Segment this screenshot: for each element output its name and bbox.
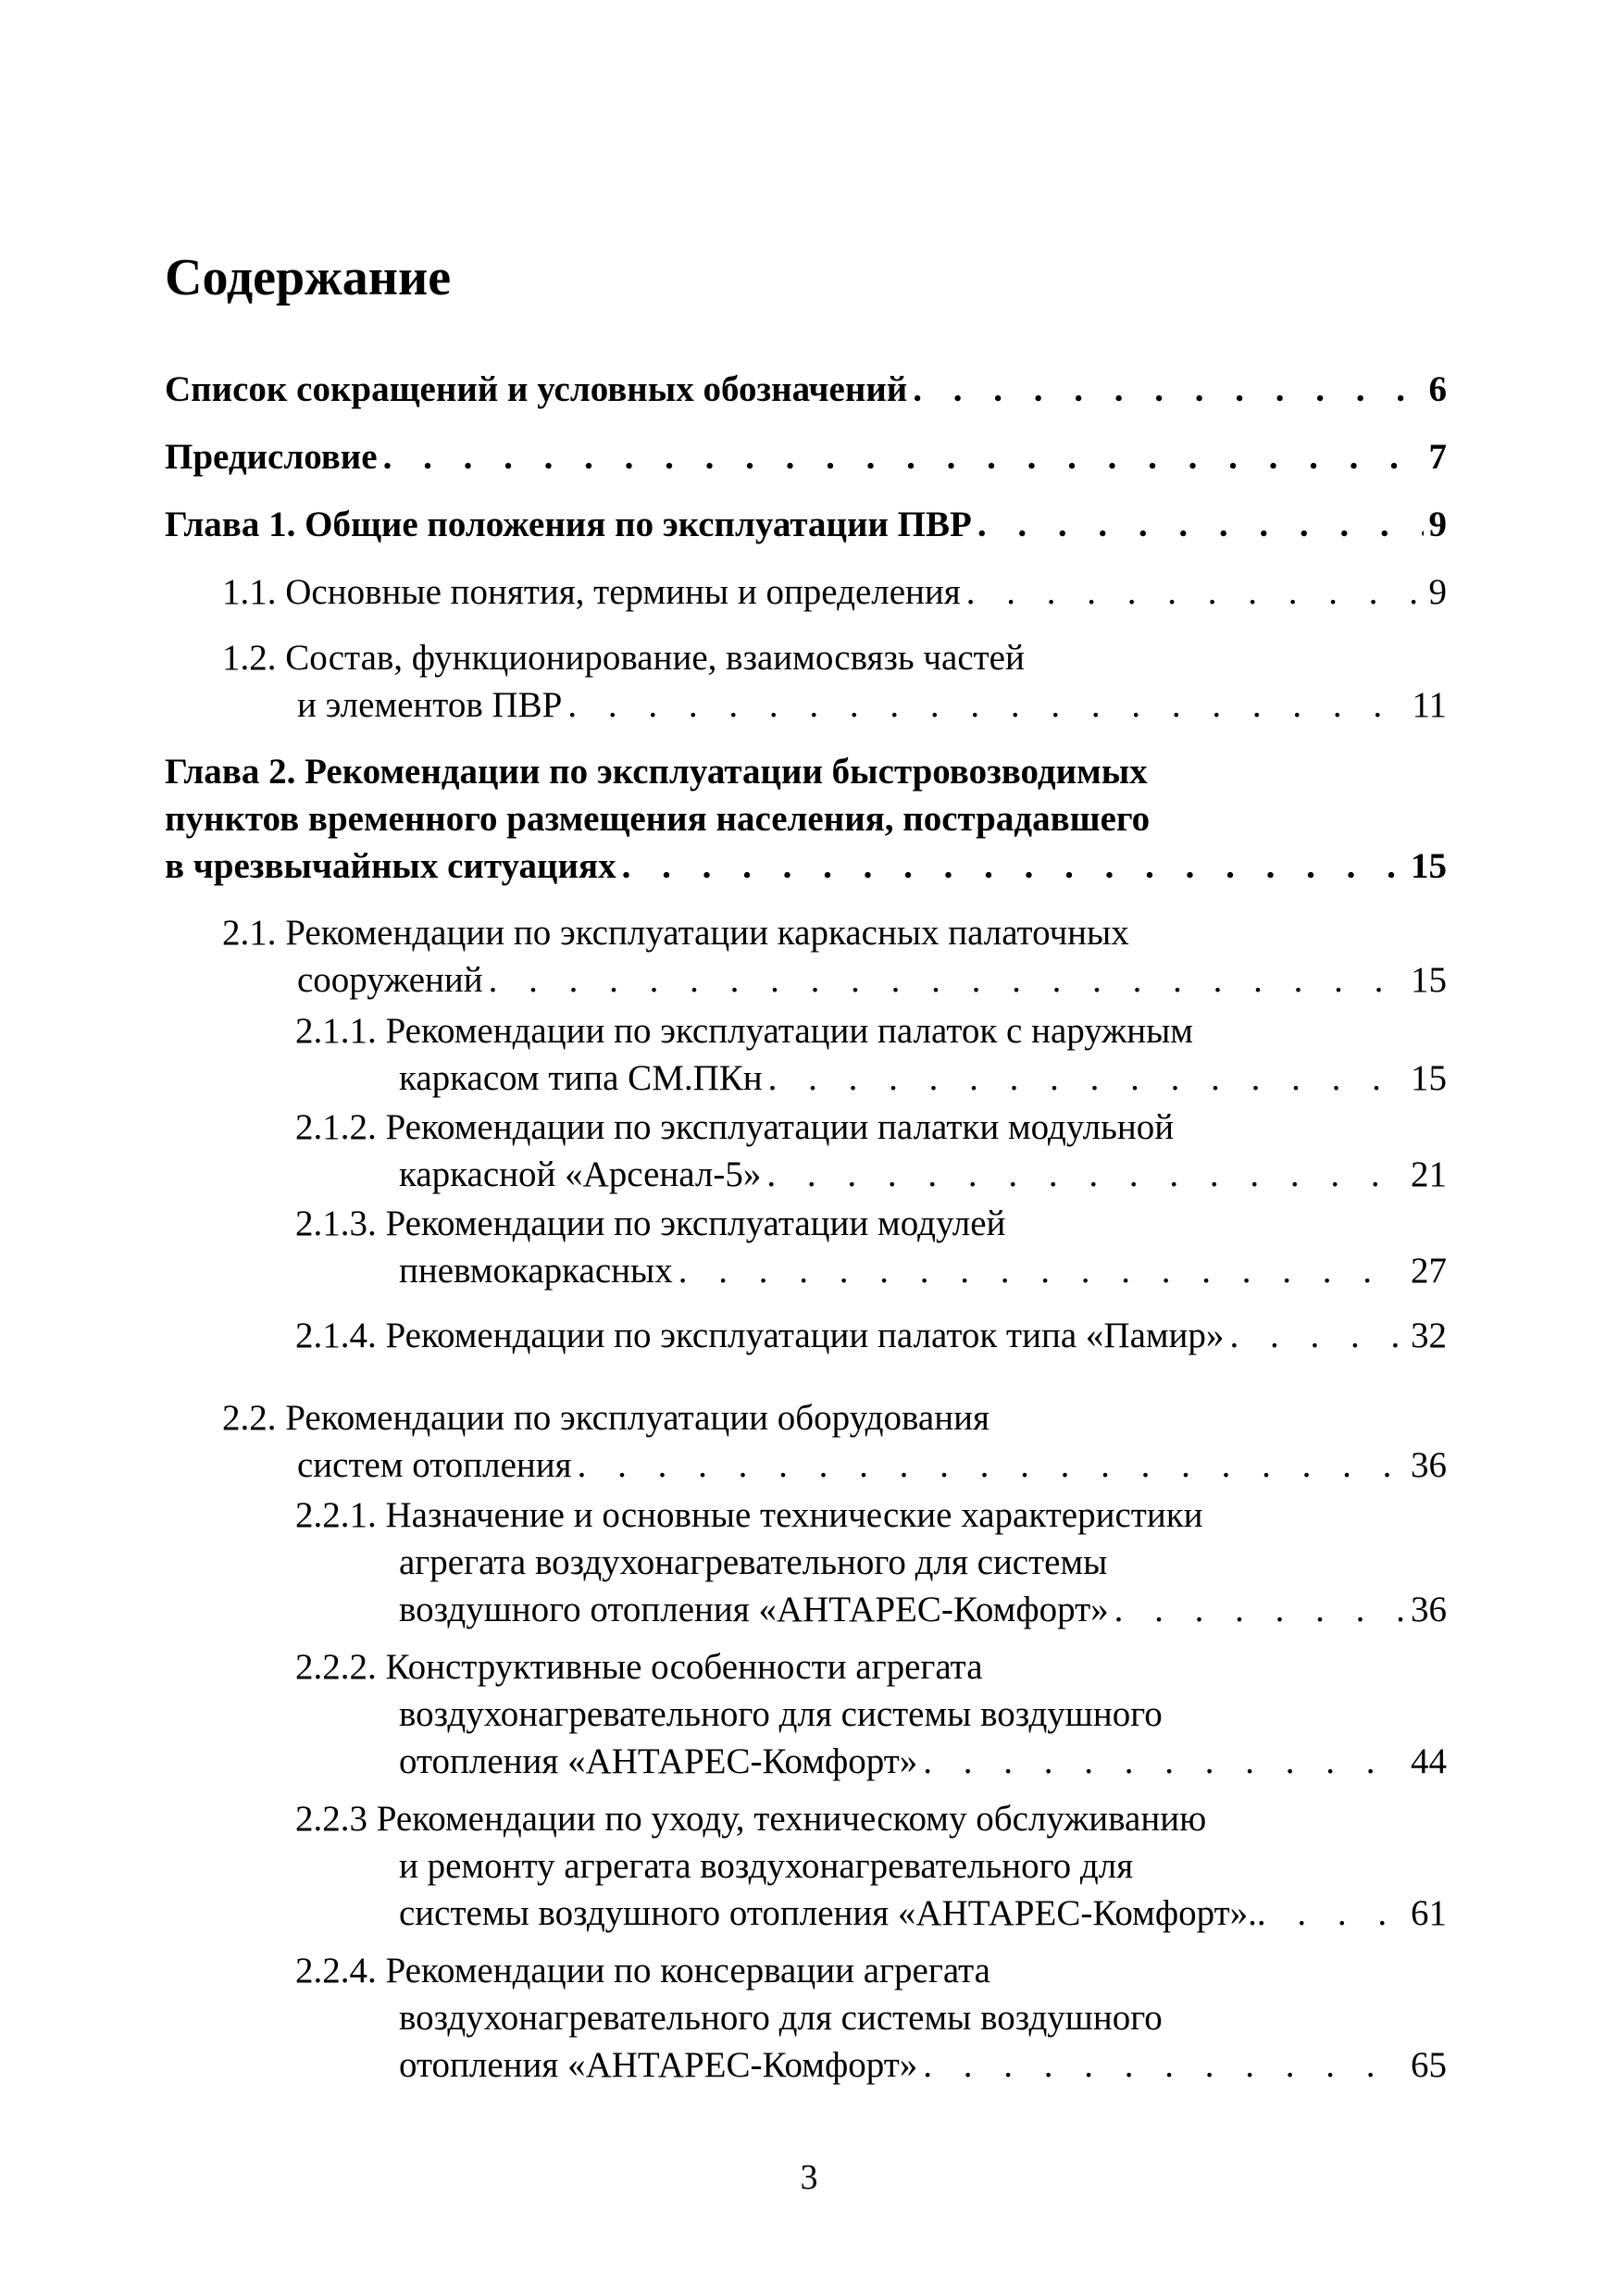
toc-entry-title-line: сооружений <box>297 960 483 1000</box>
toc-entry-title: 1.1. Основные понятия, термины и определения <box>222 572 961 612</box>
toc-entry-title-line: и ремонту агрегата воздухонагревательного для <box>399 1846 1134 1886</box>
toc-page-number: 15 <box>1411 846 1447 886</box>
toc-entry-chapter-1[interactable] <box>165 501 1447 548</box>
dot-leader <box>578 1441 1405 1489</box>
toc-page-number: 61 <box>1411 1893 1447 1933</box>
dot-leader <box>567 681 1406 729</box>
toc-entry-section-2-1-1[interactable] <box>295 1007 1447 1102</box>
toc-entry-title-line: пневмокаркасных <box>399 1251 673 1291</box>
toc-page-number: 15 <box>1411 1058 1447 1098</box>
toc-page-number: 9 <box>1428 572 1447 612</box>
toc-page-number: 11 <box>1412 685 1447 725</box>
toc-entry-title: 2.1.4. Рекомендации по эксплуатации палаток типа «Памир» <box>295 1316 1225 1355</box>
dot-leader <box>966 568 1424 616</box>
toc-entry-section-2-1-3[interactable] <box>295 1200 1447 1294</box>
toc-entry-title-line: системы воздушного отопления «АНТАРЕС-Комфорт». <box>399 1893 1257 1933</box>
toc-entry-title: Список сокращений и условных обозначений <box>165 369 908 409</box>
dot-leader <box>766 1151 1405 1198</box>
toc-entry-title-line: отопления «АНТАРЕС-Комфорт» <box>399 1741 918 1781</box>
dot-leader <box>1229 1312 1405 1359</box>
toc-entry-section-2-1-4[interactable] <box>295 1312 1447 1359</box>
toc-entry-section-2-2-3[interactable] <box>295 1795 1447 1937</box>
toc-entry-title-line: каркасной «Арсенал-5» <box>399 1154 762 1194</box>
toc-page-number: 27 <box>1411 1251 1447 1291</box>
toc-entry-title: Глава 1. Общие положения по эксплуатации ПВР <box>165 505 972 544</box>
toc-entry-title-line: 2.2.3 Рекомендации по уходу, техническому обслуживанию <box>295 1799 1207 1839</box>
toc-page-number: 36 <box>1411 1590 1447 1629</box>
toc-entry-title-line: 2.2. Рекомендации по эксплуатации оборудования <box>222 1398 989 1438</box>
toc-entry-title-line: воздухонагревательного для системы воздушного <box>399 1998 1163 2038</box>
toc-entry-preface[interactable] <box>165 433 1447 480</box>
dot-leader <box>977 501 1424 548</box>
toc-entry-chapter-2[interactable] <box>165 748 1447 890</box>
toc-entry-section-2-2-1[interactable] <box>295 1491 1447 1633</box>
toc-page-number: 21 <box>1411 1154 1447 1194</box>
toc-page-number: 32 <box>1411 1316 1447 1355</box>
toc-entry-title-line: 2.1. Рекомендации по эксплуатации каркасных палаточных <box>222 913 1129 953</box>
toc-entry-title-line: пунктов временного размещения населения, пострадавшего <box>165 799 1151 839</box>
page-number: 3 <box>800 2158 818 2197</box>
toc-entry-section-2-2-4[interactable] <box>295 1947 1447 2089</box>
toc-entry-section-1-1[interactable] <box>222 568 1447 616</box>
toc-page-number: 36 <box>1411 1445 1447 1485</box>
toc-entry-title-line: отопления «АНТАРЕС-Комфорт» <box>399 2045 918 2085</box>
toc-page-number: 15 <box>1411 960 1447 1000</box>
toc-entry-title-line: Глава 2. Рекомендации по эксплуатации быстровозводимых <box>165 752 1148 792</box>
dot-leader <box>489 956 1405 1004</box>
toc-entry-title-line: агрегата воздухонагревательного для системы <box>399 1542 1108 1582</box>
dot-leader <box>1257 1890 1401 1937</box>
toc-page-number: 7 <box>1428 437 1447 477</box>
toc-entry-title-line: 2.1.1. Рекомендации по эксплуатации палаток с наружным <box>295 1011 1193 1051</box>
toc-entry-title-line: и элементов ПВР <box>297 685 563 725</box>
toc-entry-title-line: 2.2.4. Рекомендации по консервации агрегата <box>295 1951 990 1990</box>
dot-leader <box>1114 1586 1405 1633</box>
dot-leader <box>913 366 1423 413</box>
dot-leader <box>678 1247 1405 1294</box>
toc-entry-title-line: систем отопления <box>297 1445 572 1485</box>
toc-entry-title-line: каркасом типа СМ.ПКн <box>399 1058 763 1098</box>
toc-page-number: 65 <box>1411 2045 1447 2085</box>
toc-entry-section-2-1-2[interactable] <box>295 1104 1447 1198</box>
toc-page-number: 44 <box>1411 1741 1447 1781</box>
toc-entry-title-line: 2.1.3. Рекомендации по эксплуатации модулей <box>295 1204 1006 1243</box>
toc-entry-section-2-2[interactable] <box>222 1394 1447 1489</box>
toc-entry-title-line: в чрезвычайных ситуациях <box>165 846 616 886</box>
dot-leader <box>383 433 1424 480</box>
toc-entry-title: Предисловие <box>165 437 378 477</box>
toc-page-number: 6 <box>1428 369 1447 409</box>
toc-entry-section-2-1[interactable] <box>222 909 1447 1004</box>
toc-entry-title-line: воздухонагревательного для системы воздушного <box>399 1694 1163 1734</box>
dot-leader <box>622 842 1405 890</box>
toc-entry-abbreviations[interactable] <box>165 366 1447 413</box>
dot-leader <box>923 1738 1405 1785</box>
toc-page-number: 9 <box>1428 505 1447 544</box>
toc-entry-section-2-2-2[interactable] <box>295 1643 1447 1785</box>
toc-entry-section-1-2[interactable] <box>222 634 1447 729</box>
page-title: Содержание <box>165 249 452 306</box>
toc-entry-title-line: 2.2.1. Назначение и основные технические характеристики <box>295 1495 1203 1535</box>
toc-entry-title-line: 2.2.2. Конструктивные особенности агрегата <box>295 1647 983 1687</box>
toc-entry-title-line: 2.1.2. Рекомендации по эксплуатации палатки модульной <box>295 1107 1175 1147</box>
toc-entry-title-line: 1.2. Состав, функционирование, взаимосвязь частей <box>222 638 1025 678</box>
dot-leader <box>768 1054 1405 1102</box>
dot-leader <box>923 2041 1405 2089</box>
toc-entry-title-line: воздушного отопления «АНТАРЕС-Комфорт» <box>399 1590 1109 1629</box>
